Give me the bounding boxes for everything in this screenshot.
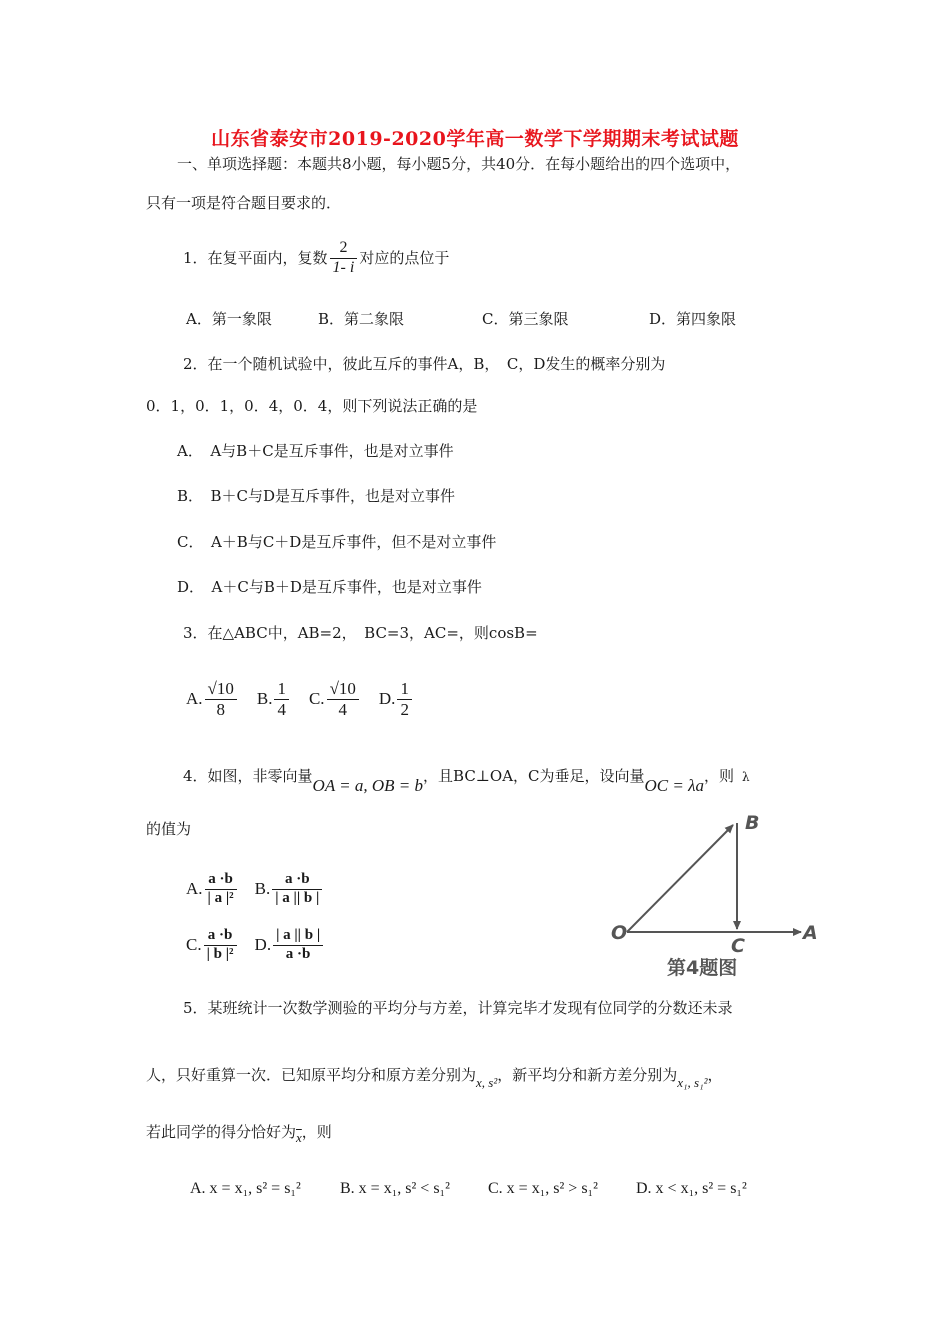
vector-ob-arrow [627,825,733,932]
q1-frac-den: 1- i [332,258,355,276]
q4-options-row1 [186,872,324,907]
q3-a-den: 8 [216,699,225,719]
section-instruction-line2: 只有一项是符合题目要求的． [146,194,342,212]
q4-d-num: | a || b | [273,928,323,946]
q5-option-a: A. x = x₁, s² = s₁² [190,1180,301,1197]
q5-score-symbol: $\overline{x}$ [296,1130,302,1145]
q4-a-num: a ·b [205,872,237,890]
q3-option-d-frac [397,680,412,719]
q4-option-a-frac [205,872,237,907]
q4-c-den: | b |² [206,945,234,962]
q3-b-den: 4 [277,699,286,719]
q2-option-b: B． B＋C与D是互斥事件，也是对立事件 [177,487,456,505]
q3-option-c-label: C. [308,689,325,709]
q4-option-b-frac [272,872,322,907]
question-3-stem: 3．在△ABC中，AB=2， BC=3，AC=，则cosB= [183,624,538,642]
q1-option-b: B．第二象限 [318,310,405,328]
q4-option-c-label: C. [186,935,202,955]
label-b: B [745,812,760,834]
q4-option-a-label: A. [186,879,203,899]
q1-prefix: 1．在复平面内，复数 [183,248,328,267]
q1-fraction [330,240,358,277]
q3-a-num: √10 [205,680,237,700]
q3-option-a [186,680,239,719]
q4-figure [605,805,830,985]
q3-option-c [309,680,361,719]
q3-option-d-label: D. [378,689,396,709]
q4-a-den: | a |² [207,889,234,906]
q4-option-d-label: D. [254,935,272,955]
label-a: A [803,922,818,944]
q4-option-c-frac [204,928,237,963]
q3-option-b-frac [274,680,289,719]
q4-b-den: | a || b | [275,889,320,906]
section-instruction-line1: 一、单项选择题：本题共8小题，每小题5分，共40分．在每小题给出的四个选项中， [177,155,741,173]
q2-option-c: C． A＋B与C＋D是互斥事件，但不是对立事件 [177,533,497,551]
q3-c-num: √10 [327,680,359,700]
q3-c-den: 4 [338,699,347,719]
q3-option-a-label: A. [186,689,203,709]
q4-option-d [255,928,326,963]
q4-part1: 4．如图，非零向量 [183,767,313,785]
label-c: C [731,935,745,957]
q4-option-b-label: B. [254,879,271,899]
q4-d-den: a ·b [285,945,311,962]
q5-new-mean-var: x₁, s₁² [677,1075,708,1090]
q4-c-num: a ·b [204,928,237,946]
q5-line3-b: ，则 [301,1123,332,1141]
question-2-stem: 2．在一个随机试验中，彼此互斥的事件A，B， C，D发生的概率分别为 [183,355,666,373]
q4-option-d-frac [273,928,323,963]
q1-frac-num: 2 [330,240,358,259]
question-5-stem-line2 [146,1062,723,1089]
q3-d-num: 1 [397,680,412,700]
q3-option-b-label: B. [256,689,273,709]
q4-option-c [186,928,239,963]
q5-line2-c: ， [707,1066,723,1084]
q4-lambda: λ [741,769,750,784]
q5-option-c: C. x = x₁, s² > s₁² [488,1180,598,1197]
q1-option-c: C．第三象限 [482,310,569,328]
question-1-stem [183,240,449,277]
page-title: 山东省泰安市2019-2020学年高一数学下学期期末考试试题 [211,128,739,150]
q3-option-d [379,680,414,719]
q3-d-den: 2 [400,699,409,719]
q2-option-a: A． A与B＋C是互斥事件，也是对立事件 [177,442,454,460]
question-4-stem-line2: 的值为 [146,820,192,838]
q5-option-b: B. x = x₁, s² < s₁² [340,1180,450,1197]
q1-suffix: 对应的点位于 [359,248,450,267]
figure-caption: 第4题图 [667,957,738,979]
q5-orig-mean-var: x, s² [476,1075,498,1090]
q5-line2-a: 人，只好重算一次．已知原平均分和原方差分别为 [146,1066,477,1084]
question-2-stem-line2: 0．1，0．1，0．4，0．4，则下列说法正确的是 [146,397,478,415]
question-4-stem [183,759,750,794]
q5-line3-a: 若此同学的得分恰好为 [146,1123,297,1141]
question-5-stem-line3 [146,1121,332,1144]
q4-part2: ，且BC⊥OA，C为垂足，设向量 [423,767,645,785]
q1-option-a: A．第一象限 [186,310,272,328]
q4-options-row2 [186,928,325,963]
question-5-stem: 5．某班统计一次数学测验的平均分与方差，计算完毕才发现有位同学的分数还未录 [183,999,733,1017]
q4-option-a [186,872,239,907]
q3-option-b [257,680,291,719]
q4-vector-def: OA = a, OB = b [312,776,424,795]
q4-part3: ，则 [703,767,734,785]
q4-vector-oc: OC = λa [644,776,704,795]
q2-option-d: D． A＋C与B＋D是互斥事件，也是对立事件 [177,578,482,596]
q5-option-d: D. x < x₁, s² = s₁² [636,1180,747,1197]
q4-b-num: a ·b [272,872,322,890]
q1-option-d: D．第四象限 [649,310,737,328]
label-o: O [611,922,628,944]
q3-option-c-frac [327,680,359,719]
q3-options [186,680,414,719]
q4-option-b [255,872,325,907]
q3-option-a-frac [205,680,237,719]
q5-line2-b: ，新平均分和新方差分别为 [497,1066,678,1084]
q3-b-num: 1 [274,680,289,700]
